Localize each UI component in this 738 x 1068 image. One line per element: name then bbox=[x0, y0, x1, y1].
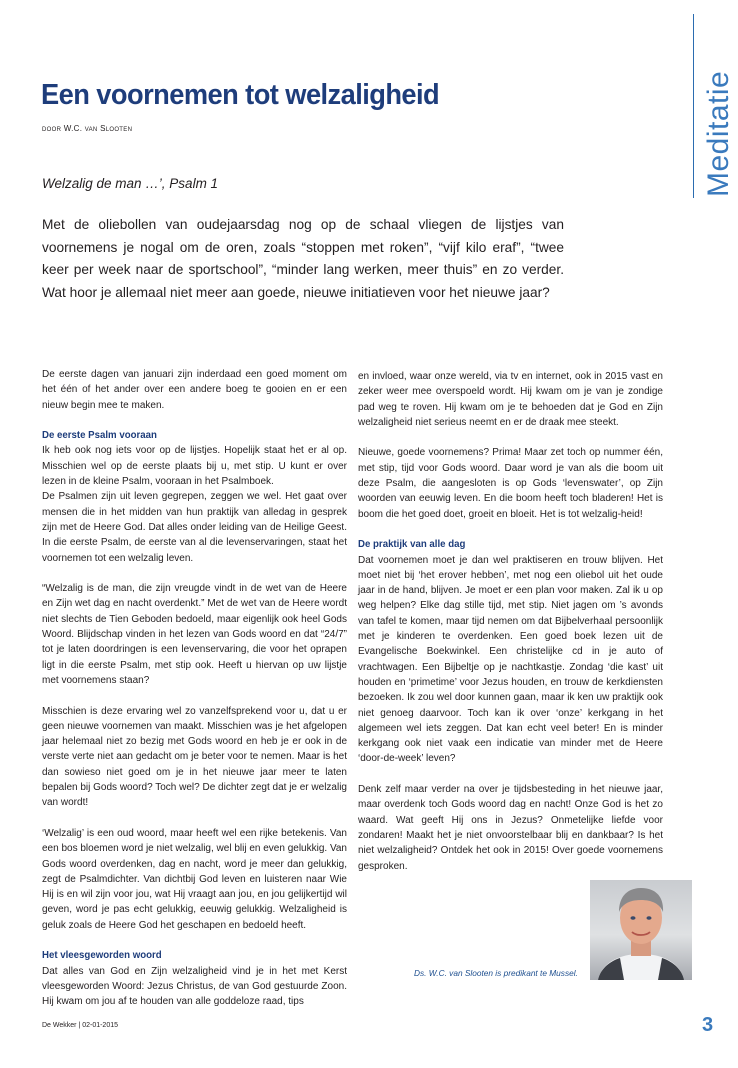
footer-publication: De Wekker | 02-01-2015 bbox=[42, 1022, 119, 1029]
section-heading: Het vleesgeworden woord bbox=[42, 949, 162, 962]
article-subtitle: Welzalig de man …’, Psalm 1 bbox=[42, 176, 219, 191]
paragraph: Misschien is deze ervaring wel zo vanzelfsprekend voor u, dat u er geen nieuwe voornemen van maakt. Misschien was je het afgelopen jaar helemaal niet zo bezig met Gods woord en heb je er ook in de verste verte niet aan gedacht om je beter voor te nemen. Maar is het dan sowieso niet goed om je in het nieuwe jaar meer te laten bepalen bij Gods woord? Toch wel? De dichter zegt dat je er welzalig van wordt! bbox=[42, 705, 347, 809]
portrait-illustration bbox=[590, 880, 692, 980]
intro-paragraph: Met de oliebollen van oudejaarsdag nog op de schaal vliegen de lijstjes van voornemens je nogal om de oren, zoals “stoppen met roken”, “vijf kilo eraf”, “twee keer per week naar de sportschool”, “minder lang werken, meer thuis” en zo verder. Wat hoor je allemaal niet meer aan goede, nieuwe initiatieven voor het nieuwe jaar? bbox=[42, 217, 564, 300]
paragraph: De eerste dagen van januari zijn inderdaad een goed moment om het één of het ander over een andere boeg te gooien en er een nieuw begin mee te maken. bbox=[42, 369, 347, 411]
left-column bbox=[42, 367, 347, 1009]
side-rule bbox=[693, 14, 694, 198]
paragraph: Nieuwe, goede voornemens? Prima! Maar zet toch op nummer één, met stip, tijd voor Gods woord. Daar word je van als die boom uit deze Psalm, die aangesloten is op Gods ‘levenswater’, op Zijn woorden van eeuwig leven. En die boom heeft toch bladeren! Het is boom die het goed doet, groeit en bloeit. Het is tot welzalig-heid! bbox=[358, 447, 663, 520]
photo-caption: Ds. W.C. van Slooten is predikant te Mussel. bbox=[414, 968, 578, 978]
paragraph: Ik heb ook nog iets voor op de lijstjes. Hopelijk staat het er al op. Misschien wel op de eerste plaats bij u, met stip. U kunt er over lezen in de kleine Psalm, vooraan in het Psalmboek. bbox=[42, 445, 347, 488]
paragraph: Dat voornemen moet je dan wel praktiseren en trouw blijven. Het moet niet bij ‘het erover hebben’, met nog een oliebol uit het oude jaar in de hand, blijven. Je moet er een plan voor maken. Zal ik u op weg helpen? Elke dag stille tijd, met stip. Niet jagen om ’s avonds van tafel te komen, maar tijd nemen om dat Bijbelverhaal persoonlijk met je kinderen te overdenken. Een goed boek lezen uit de Evangelische Boekwinkel. Een christelijke cd in je auto of vrachtwagen. Een Bijbeltje op je nachtkastje. Zondag ‘die kast’ uit houden en ‘primetime’ voor Jezus houden, en trouw de kerkdiensten bezoeken. Ik zou wel door kunnen gaan, maar ik ken uw praktijk ook niet genoeg daarvoor. Toch kan ik over ‘onze’ kerkgang in het algemeen wel iets zeggen. Dat kan echt veel beter! En is minder kerkgang ook niet vaak een indicatie van minder met de Heere ‘door-de-week’ leven? bbox=[358, 554, 663, 765]
paragraph: Denk zelf maar verder na over je tijdsbesteding in het nieuwe jaar, maar overdenk toch Gods woord dag en nacht! Onze God is het zo waard. Wat geeft Hij ons in Jezus? Onmetelijke liefde voor zondaren! Maakt het je niet onvoorstelbaar blij en dankbaar? Is het niet welzaligheid? Ontdek het ook in 2015! Over goede voornemens gesproken. bbox=[358, 784, 663, 872]
paragraph: ‘Welzalig’ is een oud woord, maar heeft wel een rijke betekenis. Van een bos bloemen word je niet welzalig, wel blij en even gelukkig. Van Gods woord overdenken, dag en nacht, word je meer dan gelukkig, zegt de Psalmdichter. Van dichtbij God leven en luisteren naar Wie Hij is en wil zijn voor jou, wat Hij vraagt aan jou, en jou gelijkertijd wil geven, word je pas echt gelukkig, eeuwig gelukkig. Welzaligheid is geluk zoals de Heere God het geschapen en bedoeld heeft. bbox=[42, 827, 347, 931]
article-title: Een voornemen tot welzaligheid bbox=[41, 79, 440, 111]
author-photo bbox=[590, 880, 692, 980]
paragraph: Dat alles van God en Zijn welzaligheid vind je in het met Kerst vleesgeworden Woord: Jezus Christus, de van God gestuurde Zoon. Hij kwam om jou af te houden van alle goddeloze raad, tips bbox=[42, 965, 347, 1008]
paragraph: De Psalmen zijn uit leven gegrepen, zeggen we wel. Het gaat over mensen die in het midden van hun praktijk van alledag in gesprek zijn met de Heere God. Dat alles onder leiding van de Heilige Geest. In die eerste Psalm, de eerste van al die levenservaringen, staat het voornemen tot een welzalig leven. bbox=[42, 491, 347, 564]
paragraph: “Welzalig is de man, die zijn vreugde vindt in de wet van de Heere en Zijn wet dag en nacht overdenkt.” Met de wet van de Heere wordt niet slechts de Tien Geboden bedoeld, maar eigenlijk ook heel Gods Woord. Blijdschap vinden in het lezen van Gods woord en dat “24/7” tot je laten doordringen is een levenservaring, die voor het oprapen ligt in die eerste Psalm, met stip ook. Heeft u hiervan op uw lijstje met voornemens staan? bbox=[42, 583, 347, 686]
byline: door W.C. van Slooten bbox=[42, 124, 133, 133]
section-heading: De eerste Psalm vooraan bbox=[42, 429, 157, 442]
paragraph: en invloed, waar onze wereld, via tv en internet, ook in 2015 vast en zeker weer mee overspoeld wordt. Hij kwam om je van je zondige pad weg te roven. Hij kwam om je te behoeden dat je God en Zijn welzaligheid niet serieus neemt en er de draak mee steekt. bbox=[358, 371, 663, 428]
section-heading: De praktijk van alle dag bbox=[358, 538, 466, 551]
page-number: 3 bbox=[702, 1014, 714, 1036]
right-column bbox=[358, 369, 663, 874]
section-label: Meditatie bbox=[702, 70, 735, 197]
